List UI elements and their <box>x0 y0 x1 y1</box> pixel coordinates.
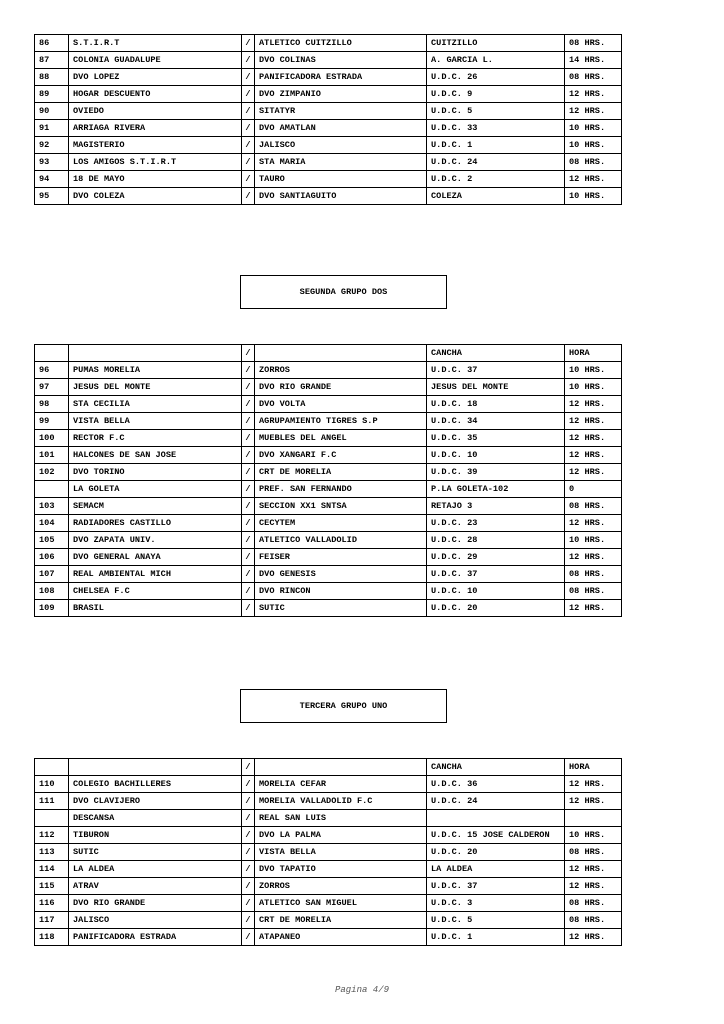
home-team-cell: JALISCO <box>69 912 242 929</box>
venue-cell: U.D.C. 23 <box>427 515 565 532</box>
separator-cell: / <box>242 52 255 69</box>
table-row <box>35 532 622 549</box>
away-team-cell: ZORROS <box>255 878 427 895</box>
match-number-cell: 88 <box>35 69 69 86</box>
home-team-cell: 18 DE MAYO <box>69 171 242 188</box>
time-cell: 12 HRS. <box>565 413 622 430</box>
venue-cell: U.D.C. 10 <box>427 447 565 464</box>
separator-cell: / <box>242 810 255 827</box>
venue-cell: U.D.C. 26 <box>427 69 565 86</box>
away-team-cell: SITATYR <box>255 103 427 120</box>
schedule-table-1 <box>34 34 622 205</box>
table-row <box>35 379 622 396</box>
venue-cell: U.D.C. 9 <box>427 86 565 103</box>
table-row <box>35 861 622 878</box>
match-number-cell: 92 <box>35 137 69 154</box>
separator-cell: / <box>242 379 255 396</box>
table-row <box>35 827 622 844</box>
away-team-cell: VISTA BELLA <box>255 844 427 861</box>
schedule-table-2 <box>34 344 622 617</box>
separator-cell: / <box>242 362 255 379</box>
away-team-cell: ATAPANEO <box>255 929 427 946</box>
away-team-cell: CECYTEM <box>255 515 427 532</box>
match-number-cell: 103 <box>35 498 69 515</box>
table-row <box>35 600 622 617</box>
header-away-team-cell <box>255 759 427 776</box>
table-row <box>35 481 622 498</box>
venue-cell: LA ALDEA <box>427 861 565 878</box>
separator-cell: / <box>242 137 255 154</box>
time-cell: 08 HRS. <box>565 35 622 52</box>
time-cell: 12 HRS. <box>565 600 622 617</box>
away-team-cell: PREF. SAN FERNANDO <box>255 481 427 498</box>
header-separator-cell: / <box>242 759 255 776</box>
home-team-cell: DVO CLAVIJERO <box>69 793 242 810</box>
venue-cell: U.D.C. 33 <box>427 120 565 137</box>
group-title-tercera-grupo-uno: TERCERA GRUPO UNO <box>240 689 447 723</box>
separator-cell: / <box>242 481 255 498</box>
match-number-cell: 110 <box>35 776 69 793</box>
venue-cell: U.D.C. 37 <box>427 878 565 895</box>
time-cell: 12 HRS. <box>565 430 622 447</box>
header-time-cell: HORA <box>565 759 622 776</box>
away-team-cell: DVO RIO GRANDE <box>255 379 427 396</box>
time-cell: 12 HRS. <box>565 103 622 120</box>
home-team-cell: LOS AMIGOS S.T.I.R.T <box>69 154 242 171</box>
time-cell: 12 HRS. <box>565 861 622 878</box>
time-cell: 12 HRS. <box>565 878 622 895</box>
home-team-cell: SEMACM <box>69 498 242 515</box>
away-team-cell: DVO RINCON <box>255 583 427 600</box>
home-team-cell: RECTOR F.C <box>69 430 242 447</box>
header-row <box>35 759 622 776</box>
venue-cell: U.D.C. 37 <box>427 362 565 379</box>
home-team-cell: VISTA BELLA <box>69 413 242 430</box>
venue-cell: U.D.C. 15 JOSE CALDERON <box>427 827 565 844</box>
match-number-cell: 99 <box>35 413 69 430</box>
home-team-cell: STA CECILIA <box>69 396 242 413</box>
time-cell: 12 HRS. <box>565 515 622 532</box>
separator-cell: / <box>242 498 255 515</box>
home-team-cell: HALCONES DE SAN JOSE <box>69 447 242 464</box>
table-row <box>35 137 622 154</box>
separator-cell: / <box>242 120 255 137</box>
venue-cell: RETAJO 3 <box>427 498 565 515</box>
match-number-cell: 98 <box>35 396 69 413</box>
home-team-cell: COLONIA GUADALUPE <box>69 52 242 69</box>
match-number-cell: 100 <box>35 430 69 447</box>
separator-cell: / <box>242 430 255 447</box>
time-cell: 12 HRS. <box>565 793 622 810</box>
time-cell: 12 HRS. <box>565 464 622 481</box>
home-team-cell: BRASIL <box>69 600 242 617</box>
away-team-cell: DVO AMATLAN <box>255 120 427 137</box>
separator-cell: / <box>242 447 255 464</box>
match-number-cell: 118 <box>35 929 69 946</box>
table-row <box>35 35 622 52</box>
match-number-cell: 86 <box>35 35 69 52</box>
away-team-cell: ATLETICO CUITZILLO <box>255 35 427 52</box>
away-team-cell: TAURO <box>255 171 427 188</box>
match-number-cell: 94 <box>35 171 69 188</box>
venue-cell: U.D.C. 39 <box>427 464 565 481</box>
venue-cell: U.D.C. 20 <box>427 844 565 861</box>
venue-cell: U.D.C. 20 <box>427 600 565 617</box>
match-number-cell <box>35 481 69 498</box>
separator-cell: / <box>242 861 255 878</box>
match-number-cell: 117 <box>35 912 69 929</box>
time-cell: 10 HRS. <box>565 137 622 154</box>
home-team-cell: MAGISTERIO <box>69 137 242 154</box>
separator-cell: / <box>242 776 255 793</box>
time-cell: 08 HRS. <box>565 154 622 171</box>
schedule-table-3 <box>34 758 622 946</box>
separator-cell: / <box>242 413 255 430</box>
venue-cell: U.D.C. 28 <box>427 532 565 549</box>
table-row <box>35 776 622 793</box>
away-team-cell: AGRUPAMIENTO TIGRES S.P <box>255 413 427 430</box>
time-cell: 12 HRS. <box>565 396 622 413</box>
away-team-cell: DVO TAPATIO <box>255 861 427 878</box>
time-cell: 12 HRS. <box>565 929 622 946</box>
time-cell: 10 HRS. <box>565 362 622 379</box>
table-row <box>35 895 622 912</box>
venue-cell: U.D.C. 34 <box>427 413 565 430</box>
table-row <box>35 52 622 69</box>
table-row <box>35 583 622 600</box>
separator-cell: / <box>242 532 255 549</box>
separator-cell: / <box>242 827 255 844</box>
home-team-cell: LA GOLETA <box>69 481 242 498</box>
separator-cell: / <box>242 515 255 532</box>
venue-cell: U.D.C. 1 <box>427 137 565 154</box>
venue-cell <box>427 810 565 827</box>
away-team-cell: JALISCO <box>255 137 427 154</box>
separator-cell: / <box>242 793 255 810</box>
match-number-cell: 102 <box>35 464 69 481</box>
home-team-cell: REAL AMBIENTAL MICH <box>69 566 242 583</box>
table-row <box>35 912 622 929</box>
separator-cell: / <box>242 566 255 583</box>
time-cell: 14 HRS. <box>565 52 622 69</box>
header-time-cell: HORA <box>565 345 622 362</box>
separator-cell: / <box>242 600 255 617</box>
away-team-cell: DVO VOLTA <box>255 396 427 413</box>
separator-cell: / <box>242 844 255 861</box>
table-row <box>35 464 622 481</box>
away-team-cell: DVO COLINAS <box>255 52 427 69</box>
venue-cell: CUITZILLO <box>427 35 565 52</box>
table-row <box>35 549 622 566</box>
time-cell: 10 HRS. <box>565 188 622 205</box>
match-number-cell: 97 <box>35 379 69 396</box>
time-cell: 08 HRS. <box>565 895 622 912</box>
away-team-cell: STA MARIA <box>255 154 427 171</box>
match-number-cell: 96 <box>35 362 69 379</box>
away-team-cell: DVO SANTIAGUITO <box>255 188 427 205</box>
venue-cell: COLEZA <box>427 188 565 205</box>
away-team-cell: DVO LA PALMA <box>255 827 427 844</box>
away-team-cell: DVO XANGARI F.C <box>255 447 427 464</box>
match-number-cell: 116 <box>35 895 69 912</box>
away-team-cell: REAL SAN LUIS <box>255 810 427 827</box>
venue-cell: U.D.C. 10 <box>427 583 565 600</box>
table-row <box>35 396 622 413</box>
table-row <box>35 171 622 188</box>
header-venue-cell: CANCHA <box>427 345 565 362</box>
table-row <box>35 430 622 447</box>
match-number-cell: 108 <box>35 583 69 600</box>
match-number-cell: 106 <box>35 549 69 566</box>
separator-cell: / <box>242 171 255 188</box>
time-cell: 08 HRS. <box>565 566 622 583</box>
group-title-segunda-grupo-dos: SEGUNDA GRUPO DOS <box>240 275 447 309</box>
time-cell: 08 HRS. <box>565 912 622 929</box>
away-team-cell: SECCION XX1 SNTSA <box>255 498 427 515</box>
header-venue-cell: CANCHA <box>427 759 565 776</box>
home-team-cell: LA ALDEA <box>69 861 242 878</box>
venue-cell: U.D.C. 36 <box>427 776 565 793</box>
venue-cell: U.D.C. 5 <box>427 912 565 929</box>
page-number: Pagina 4/9 <box>334 985 389 995</box>
table-row <box>35 188 622 205</box>
match-number-cell: 93 <box>35 154 69 171</box>
venue-cell: A. GARCIA L. <box>427 52 565 69</box>
time-cell: 12 HRS. <box>565 447 622 464</box>
table-row <box>35 844 622 861</box>
match-number-cell: 115 <box>35 878 69 895</box>
time-cell: 12 HRS. <box>565 776 622 793</box>
time-cell: 0 <box>565 481 622 498</box>
table-row <box>35 103 622 120</box>
away-team-cell: MORELIA CEFAR <box>255 776 427 793</box>
separator-cell: / <box>242 878 255 895</box>
table-row <box>35 447 622 464</box>
time-cell: 10 HRS. <box>565 827 622 844</box>
away-team-cell: ZORROS <box>255 362 427 379</box>
away-team-cell: MORELIA VALLADOLID F.C <box>255 793 427 810</box>
away-team-cell: ATLETICO VALLADOLID <box>255 532 427 549</box>
separator-cell: / <box>242 464 255 481</box>
venue-cell: U.D.C. 24 <box>427 793 565 810</box>
home-team-cell: OVIEDO <box>69 103 242 120</box>
match-number-cell <box>35 810 69 827</box>
match-number-cell: 105 <box>35 532 69 549</box>
away-team-cell: DVO ZIMPANIO <box>255 86 427 103</box>
header-home-team-cell <box>69 345 242 362</box>
separator-cell: / <box>242 188 255 205</box>
away-team-cell: CRT DE MORELIA <box>255 464 427 481</box>
table-row <box>35 69 622 86</box>
match-number-cell: 104 <box>35 515 69 532</box>
away-team-cell: FEISER <box>255 549 427 566</box>
header-match-number-cell <box>35 345 69 362</box>
table-row <box>35 566 622 583</box>
away-team-cell: DVO GENESIS <box>255 566 427 583</box>
table-row <box>35 120 622 137</box>
separator-cell: / <box>242 929 255 946</box>
table-row <box>35 810 622 827</box>
venue-cell: U.D.C. 3 <box>427 895 565 912</box>
home-team-cell: DVO ZAPATA UNIV. <box>69 532 242 549</box>
venue-cell: U.D.C. 24 <box>427 154 565 171</box>
home-team-cell: DVO GENERAL ANAYA <box>69 549 242 566</box>
match-number-cell: 90 <box>35 103 69 120</box>
away-team-cell: CRT DE MORELIA <box>255 912 427 929</box>
time-cell: 08 HRS. <box>565 583 622 600</box>
venue-cell: U.D.C. 5 <box>427 103 565 120</box>
home-team-cell: TIBURON <box>69 827 242 844</box>
venue-cell: U.D.C. 18 <box>427 396 565 413</box>
match-number-cell: 107 <box>35 566 69 583</box>
separator-cell: / <box>242 35 255 52</box>
venue-cell: U.D.C. 1 <box>427 929 565 946</box>
time-cell: 10 HRS. <box>565 379 622 396</box>
away-team-cell: ATLETICO SAN MIGUEL <box>255 895 427 912</box>
home-team-cell: SUTIC <box>69 844 242 861</box>
separator-cell: / <box>242 549 255 566</box>
separator-cell: / <box>242 69 255 86</box>
home-team-cell: DVO COLEZA <box>69 188 242 205</box>
time-cell: 12 HRS. <box>565 86 622 103</box>
venue-cell: U.D.C. 37 <box>427 566 565 583</box>
home-team-cell: CHELSEA F.C <box>69 583 242 600</box>
venue-cell: P.LA GOLETA-102 <box>427 481 565 498</box>
home-team-cell: DVO LOPEZ <box>69 69 242 86</box>
time-cell: 08 HRS. <box>565 844 622 861</box>
away-team-cell: SUTIC <box>255 600 427 617</box>
time-cell: 08 HRS. <box>565 498 622 515</box>
table-row <box>35 413 622 430</box>
match-number-cell: 114 <box>35 861 69 878</box>
header-separator-cell: / <box>242 345 255 362</box>
home-team-cell: PUMAS MORELIA <box>69 362 242 379</box>
separator-cell: / <box>242 895 255 912</box>
home-team-cell: S.T.I.R.T <box>69 35 242 52</box>
match-number-cell: 89 <box>35 86 69 103</box>
table-row <box>35 498 622 515</box>
home-team-cell: DVO TORINO <box>69 464 242 481</box>
home-team-cell: ATRAV <box>69 878 242 895</box>
time-cell: 08 HRS. <box>565 69 622 86</box>
home-team-cell: ARRIAGA RIVERA <box>69 120 242 137</box>
separator-cell: / <box>242 103 255 120</box>
table-row <box>35 154 622 171</box>
home-team-cell: JESUS DEL MONTE <box>69 379 242 396</box>
time-cell <box>565 810 622 827</box>
venue-cell: JESUS DEL MONTE <box>427 379 565 396</box>
table-row <box>35 929 622 946</box>
match-number-cell: 95 <box>35 188 69 205</box>
match-number-cell: 113 <box>35 844 69 861</box>
time-cell: 10 HRS. <box>565 120 622 137</box>
home-team-cell: HOGAR DESCUENTO <box>69 86 242 103</box>
table-row <box>35 515 622 532</box>
venue-cell: U.D.C. 2 <box>427 171 565 188</box>
separator-cell: / <box>242 86 255 103</box>
header-away-team-cell <box>255 345 427 362</box>
separator-cell: / <box>242 396 255 413</box>
home-team-cell: RADIADORES CASTILLO <box>69 515 242 532</box>
match-number-cell: 101 <box>35 447 69 464</box>
time-cell: 12 HRS. <box>565 549 622 566</box>
venue-cell: U.D.C. 29 <box>427 549 565 566</box>
time-cell: 10 HRS. <box>565 532 622 549</box>
home-team-cell: DVO RIO GRANDE <box>69 895 242 912</box>
table-row <box>35 362 622 379</box>
away-team-cell: MUEBLES DEL ANGEL <box>255 430 427 447</box>
table-row <box>35 793 622 810</box>
header-home-team-cell <box>69 759 242 776</box>
header-row <box>35 345 622 362</box>
table-row <box>35 86 622 103</box>
home-team-cell: COLEGIO BACHILLERES <box>69 776 242 793</box>
time-cell: 12 HRS. <box>565 171 622 188</box>
match-number-cell: 87 <box>35 52 69 69</box>
separator-cell: / <box>242 154 255 171</box>
home-team-cell: PANIFICADORA ESTRADA <box>69 929 242 946</box>
match-number-cell: 112 <box>35 827 69 844</box>
match-number-cell: 111 <box>35 793 69 810</box>
header-match-number-cell <box>35 759 69 776</box>
separator-cell: / <box>242 583 255 600</box>
match-number-cell: 91 <box>35 120 69 137</box>
home-team-cell: DESCANSA <box>69 810 242 827</box>
table-row <box>35 878 622 895</box>
separator-cell: / <box>242 912 255 929</box>
venue-cell: U.D.C. 35 <box>427 430 565 447</box>
away-team-cell: PANIFICADORA ESTRADA <box>255 69 427 86</box>
match-number-cell: 109 <box>35 600 69 617</box>
